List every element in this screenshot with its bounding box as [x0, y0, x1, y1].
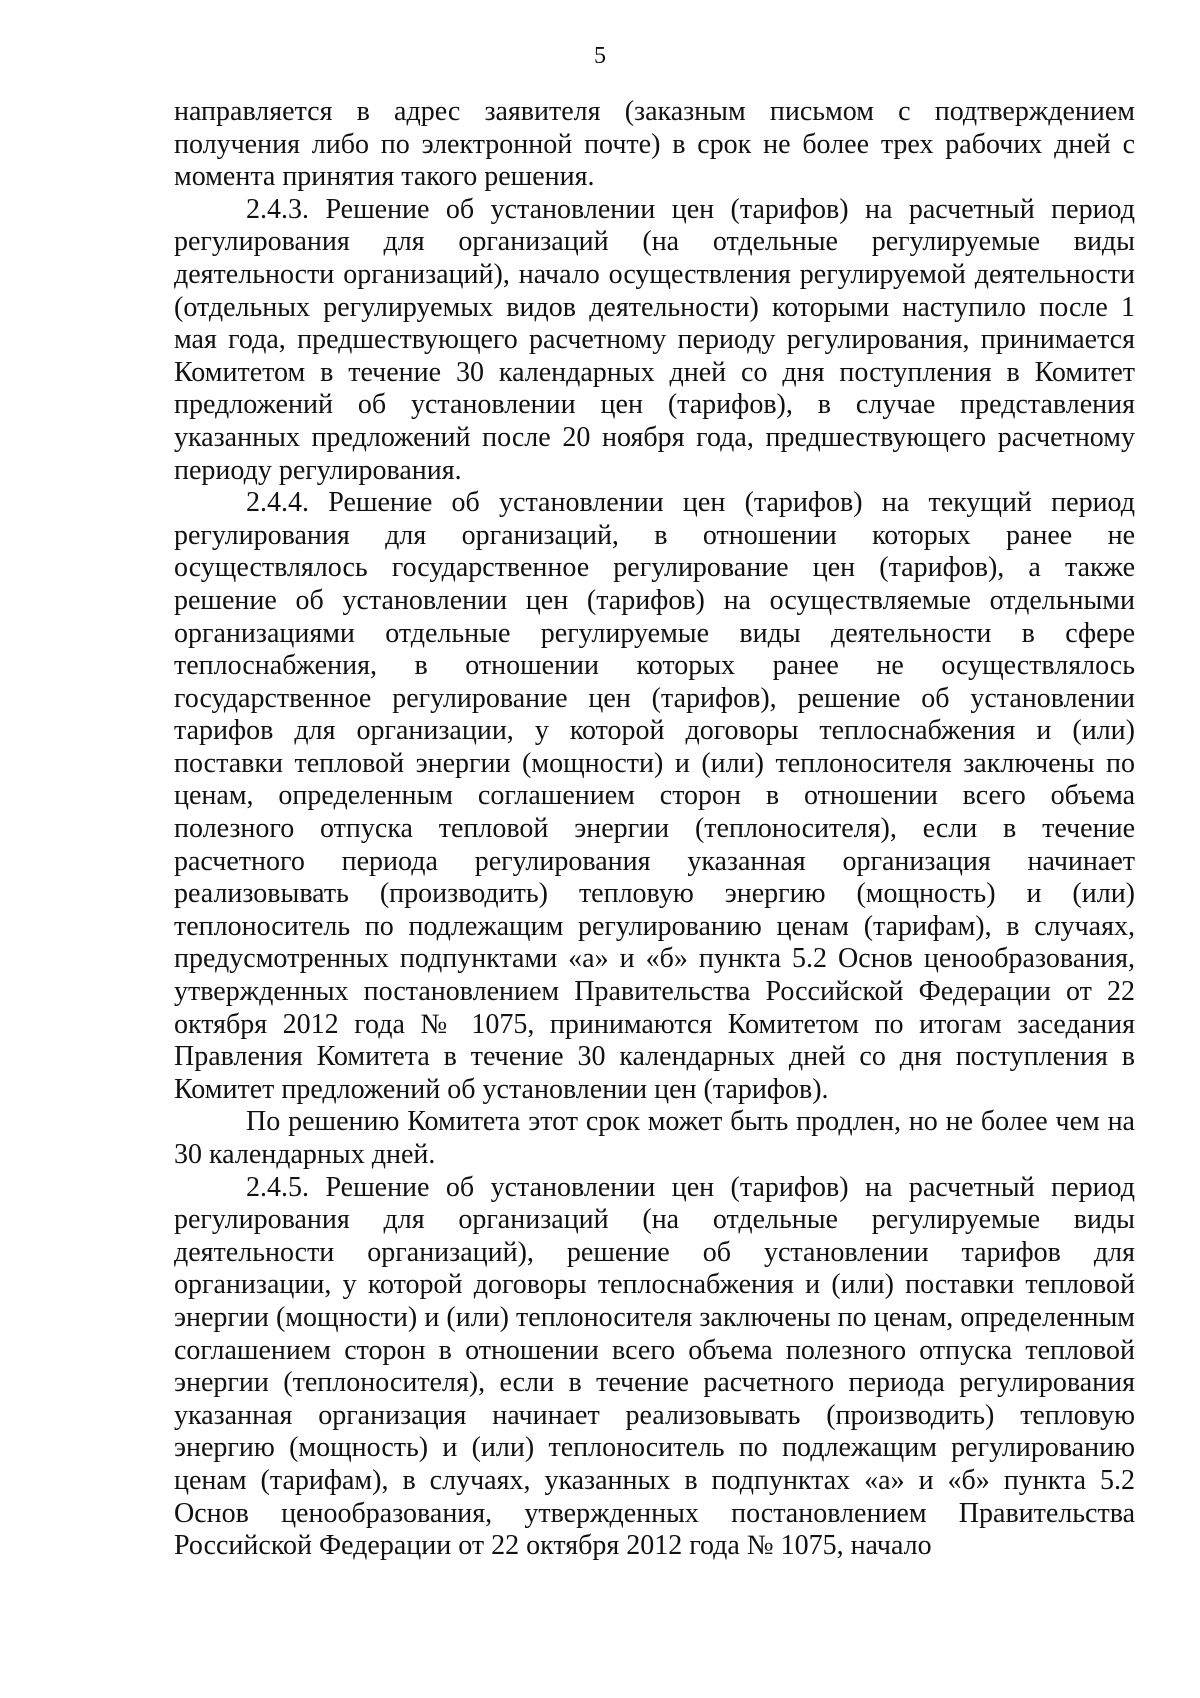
document-body	[174, 96, 1135, 1563]
paragraph-extension-note: По решению Комитета этот срок может быть продлен, но не более чем на 30 календарных дней.	[174, 1106, 1135, 1170]
page-number: 5	[594, 43, 606, 69]
paragraph-2-4-5: 2.4.5. Решение об установлении цен (тарифов) на расчетный период регулирования для организаций (на отдельные регулируемые виды деятельности организаций), решение об установлении тарифов для организации, у которой договоры теплоснабжения и (или) поставки тепловой энергии (мощности) и (или) теплоносителя заключены по ценам, определенным соглашением сторон в отношении всего объема полезного отпуска тепловой энергии (теплоносителя), если в течение расчетного периода регулирования указанная организация начинает реализовывать (производить) тепловую энергию (мощность) и (или) теплоноситель по подлежащим регулированию ценам (тарифам), в случаях, указанных в подпунктах «а» и «б» пункта 5.2 Основ ценообразования, утвержденных постановлением Правительства Российской Федерации от 22 октября 2012 года № 1075, начало	[174, 1171, 1135, 1562]
paragraph-continuation: направляется в адрес заявителя (заказным письмом с подтверждением получения либо по электронной почте) в срок не более трех рабочих дней с момента принятия такого решения.	[174, 96, 1135, 193]
paragraph-2-4-3: 2.4.3. Решение об установлении цен (тарифов) на расчетный период регулирования для организаций (на отдельные регулируемые виды деятельности организаций), начало осуществления регулируемой деятельности (отдельных регулируемых видов деятельности) которыми наступило после 1 мая года, предшествующего расчетному периоду регулирования, принимается Комитетом в течение 30 календарных дней со дня поступления в Комитет предложений об установлении цен (тарифов), в случае представления указанных предложений после 20 ноября года, предшествующего расчетному периоду регулирования.	[174, 193, 1135, 486]
paragraph-2-4-4: 2.4.4. Решение об установлении цен (тарифов) на текущий период регулирования для организаций, в отношении которых ранее не осуществлялось государственное регулирование цен (тарифов), а также решение об установлении цен (тарифов) на осуществляемые отдельными организациями отдельные регулируемые виды деятельности в сфере теплоснабжения, в отношении которых ранее не осуществлялось государственное регулирование цен (тарифов), решение об установлении тарифов для организации, у которой договоры теплоснабжения и (или) поставки тепловой энергии (мощности) и (или) теплоносителя заключены по ценам, определенным соглашением сторон в отношении всего объема полезного отпуска тепловой энергии (теплоносителя), если в течение расчетного периода регулирования указанная организация начинает реализовывать (производить) тепловую энергию (мощность) и (или) теплоноситель по подлежащим регулированию ценам (тарифам), в случаях, предусмотренных подпунктами «а» и «б» пункта 5.2 Основ ценообразования, утвержденных постановлением Правительства Российской Федерации от 22 октября 2012 года № 1075, принимаются Комитетом по итогам заседания Правления Комитета в течение 30 календарных дней со дня поступления в Комитет предложений об установлении цен (тарифов).	[174, 487, 1135, 1105]
